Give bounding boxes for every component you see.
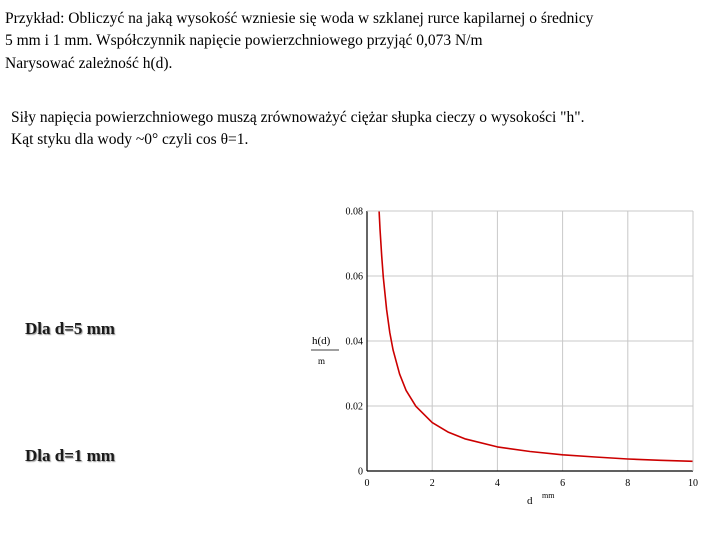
h-curve	[379, 211, 693, 461]
y-tick-label: 0.08	[345, 206, 363, 218]
chart-tick-labels	[346, 207, 699, 490]
x-tick-label: 6	[560, 478, 566, 489]
y-axis-label: h(d)	[312, 335, 331, 347]
x-axis-unit: mm	[542, 491, 555, 500]
x-tick-label: 8	[625, 478, 631, 489]
y-tick-label: 0.04	[345, 336, 363, 348]
x-axis-label: d	[527, 495, 533, 507]
x-tick-label: 2	[429, 478, 435, 489]
problem-line-1: Przykład: Obliczyć na jaką wysokość wzniesie się woda w szklanej rurce kapilarnej o średnicy	[5, 10, 594, 27]
y-tick-label: 0.06	[345, 271, 363, 283]
case-d5-label: Dla d=5 mm	[25, 319, 115, 338]
problem-line-3: Narysować zależność h(d).	[5, 55, 173, 72]
y-axis-unit: m	[318, 356, 326, 366]
problem-line-2: 5 mm i 1 mm. Współczynnik napięcie powierzchniowego przyjąć 0,073 N/m	[5, 32, 483, 49]
chart-series	[379, 211, 693, 461]
chart-grid	[367, 211, 693, 471]
explanation-line-2: Kąt styku dla wody ~0° czyli cos θ=1.	[11, 131, 249, 148]
y-tick-label: 0	[358, 466, 363, 478]
x-tick-label: 10	[688, 478, 698, 489]
y-tick-label: 0.02	[345, 401, 363, 413]
case-d1-label: Dla d=1 mm	[25, 446, 115, 465]
x-tick-label: 0	[364, 478, 370, 489]
explanation-line-1: Siły napięcia powierzchniowego muszą zrównoważyć ciężar słupka cieczy o wysokości "h".	[11, 109, 585, 126]
x-tick-label: 4	[494, 478, 500, 489]
